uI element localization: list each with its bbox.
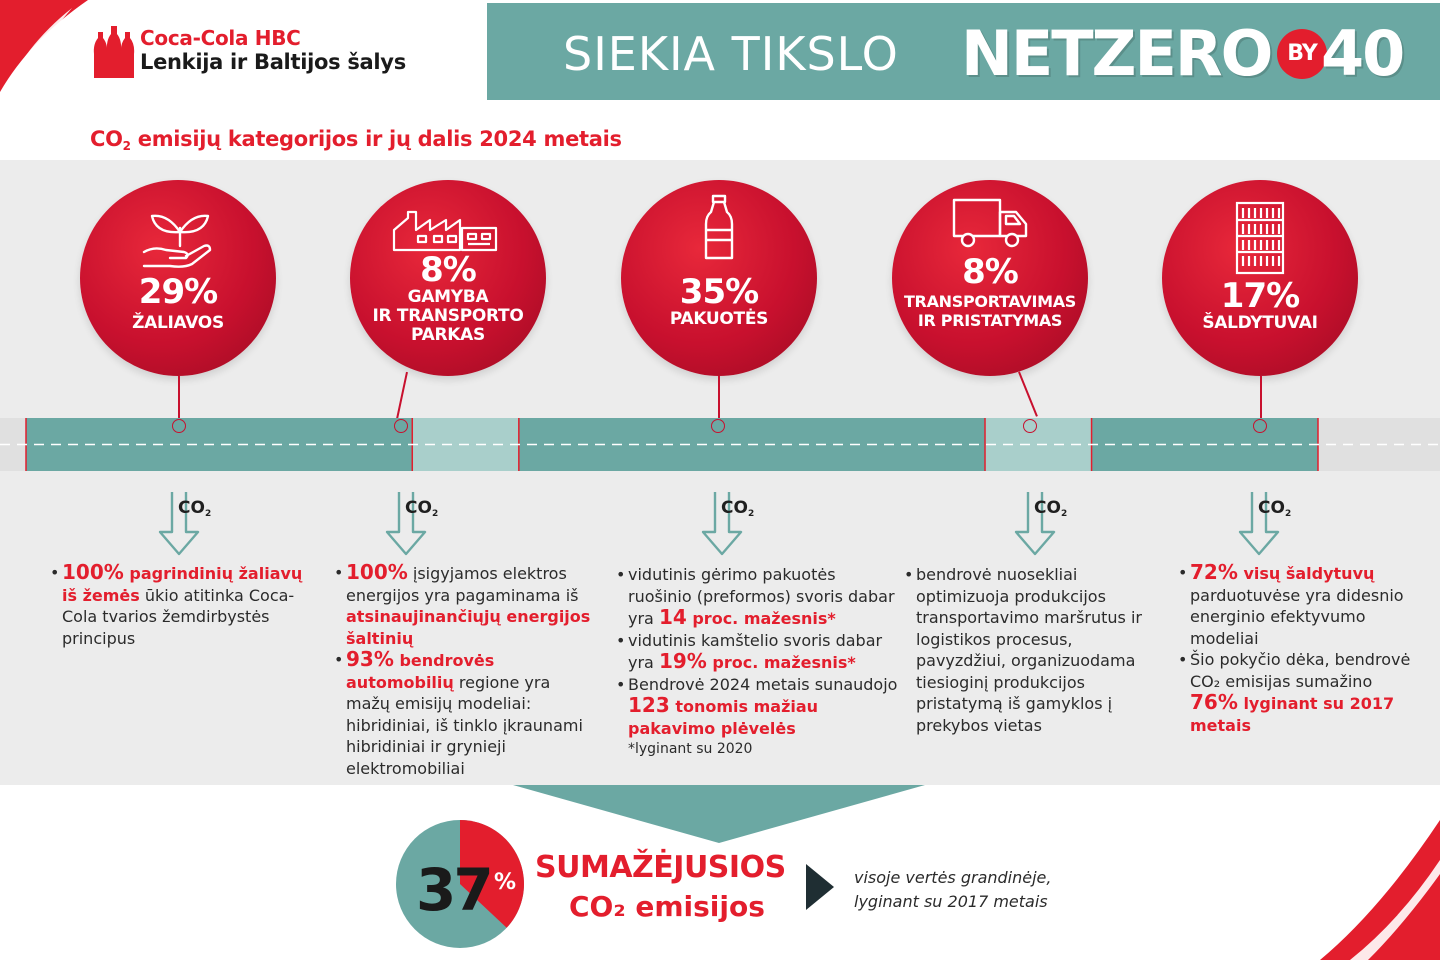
bullet-item: • vidutinis gėrimo pakuotės ruošinio (preformos) svoris dabar yra 14 proc. mažesnis* — [616, 564, 900, 630]
connector-dot — [172, 419, 186, 433]
hand-plant-icon — [140, 208, 220, 270]
reduction-subline: CO₂ emisijos — [569, 890, 765, 923]
category-circle-packaging — [621, 180, 817, 376]
co2-label: $CO_2$ — [1034, 498, 1068, 519]
bullet-item: • 100% įsigyjamos elektros energijos yra pagaminama iš atsinaujinančiųjų energijos šaltinių — [334, 562, 596, 649]
category-label-line1: TRANSPORTAVIMAS — [903, 292, 1077, 311]
play-arrow-icon — [804, 862, 836, 912]
fridge-icon — [1234, 200, 1286, 276]
category-circle-raw-materials — [80, 180, 276, 376]
corner-swoosh-bottom-right — [1280, 800, 1440, 960]
bullet-item: • Bendrovė 2024 metais sunaudojo 123 tonomis mažiau pakavimo plėvelės — [616, 674, 900, 740]
packaging-text — [616, 564, 900, 761]
co2-label: $CO_2$ — [721, 498, 755, 519]
bullet-item: • vidutinis kamštelio svoris dabar yra 19% proc. mažesnis* — [616, 630, 900, 674]
category-label-line2: IR TRANSPORTO — [372, 306, 524, 326]
banner-year: 40 — [1321, 17, 1404, 90]
banner-lead: SIEKIA TIKSLO — [563, 27, 899, 81]
co2-down-arrow — [383, 492, 453, 556]
connector-line — [1260, 376, 1262, 420]
category-circle-production — [350, 180, 546, 376]
fridges-text — [1178, 562, 1418, 736]
raw-materials-text — [50, 562, 312, 649]
connector-dot — [394, 419, 408, 433]
category-percent: 35% — [679, 272, 759, 312]
category-label-line1: GAMYBA — [407, 287, 489, 307]
co2-label: $CO_2$ — [405, 498, 439, 519]
bullet-item: • 72% visų šaldytuvų parduotuvėse yra didesnio energinio efektyvumo modeliai — [1178, 562, 1418, 649]
bar-segment — [26, 418, 412, 471]
category-label-line3: PARKAS — [411, 325, 485, 345]
category-percent: 17% — [1220, 276, 1300, 316]
footnote: *lyginant su 2020 — [628, 741, 753, 757]
context-line1: visoje vertės grandinėje, — [854, 868, 1052, 887]
co2-down-arrow — [1012, 492, 1082, 556]
category-percent: 8% — [962, 252, 1018, 292]
connector-line — [178, 376, 180, 420]
transport-text — [904, 564, 1156, 736]
brand-region: Lenkija ir Baltijos šalys — [140, 50, 406, 74]
category-circle-fridges — [1162, 180, 1358, 376]
category-circle-transport — [892, 180, 1088, 376]
category-label: ŠALDYTUVAI — [1202, 313, 1318, 333]
co2-down-arrow — [1236, 492, 1306, 556]
brand-name: Coca-Cola HBC — [140, 26, 301, 50]
category-label: ŽALIAVOS — [132, 313, 224, 333]
title-co: CO — [90, 127, 123, 151]
bottles-icon — [92, 24, 136, 80]
reduction-number: 37 — [416, 856, 491, 924]
bullet-item: • 93% bendrovės automobilių regione yra mažų emisijų modeliai: hibridiniai, iš tinklo įkraunami hibridiniai ir grynieji elektromobiliai — [334, 649, 596, 779]
category-percent: 8% — [420, 250, 476, 290]
context-line2: lyginant su 2017 metais — [854, 892, 1048, 911]
production-text — [334, 562, 596, 779]
header-banner — [487, 3, 1440, 100]
category-label: PAKUOTĖS — [669, 309, 769, 329]
title-rest: emisijų kategorijos ir jų dalis 2024 metais — [130, 127, 622, 151]
reduction-percent-sign: % — [494, 870, 517, 895]
company-logo — [92, 22, 422, 84]
banner-netzero: NETZERO — [961, 17, 1272, 90]
funnel-shape — [513, 785, 925, 843]
value-chain-note — [854, 866, 1051, 914]
connector-dot — [711, 419, 725, 433]
co2-label: $CO_2$ — [178, 498, 212, 519]
category-percent: 29% — [138, 272, 218, 312]
co2-label: $CO_2$ — [1258, 498, 1292, 519]
truck-icon — [950, 196, 1030, 252]
connector-dot — [1023, 419, 1037, 433]
title-sub: 2 — [122, 139, 131, 153]
bottle-icon — [703, 194, 735, 262]
connector-line — [718, 376, 720, 420]
co2-down-arrow — [699, 492, 769, 556]
banner-by-badge: BY — [1277, 29, 1327, 79]
co2-down-arrow — [156, 492, 226, 556]
bullet-item: • bendrovė nuosekliai optimizuoja produkcijos transportavimo maršrutus ir logistikos procesus, pavyzdžiui, organizuodama tiesioginį produkcijos pristatymą iš gamyklos į prekybos vietas — [904, 564, 1156, 736]
reduction-headline: SUMAŽĖJUSIOS — [535, 850, 786, 885]
category-label-line2: IR PRISTATYMAS — [917, 311, 1063, 330]
bullet-item: • 100% pagrindinių žaliavų iš žemės ūkio atitinka Coca-Cola tvarios žemdirbystės principus — [50, 562, 312, 649]
section-title — [90, 127, 622, 153]
bullet-item: • Šio pokyčio dėka, bendrovė CO₂ emisijas sumažino 76% lyginant su 2017 metais — [1178, 649, 1418, 736]
factory-icon — [390, 208, 500, 252]
connector-dot — [1253, 419, 1267, 433]
